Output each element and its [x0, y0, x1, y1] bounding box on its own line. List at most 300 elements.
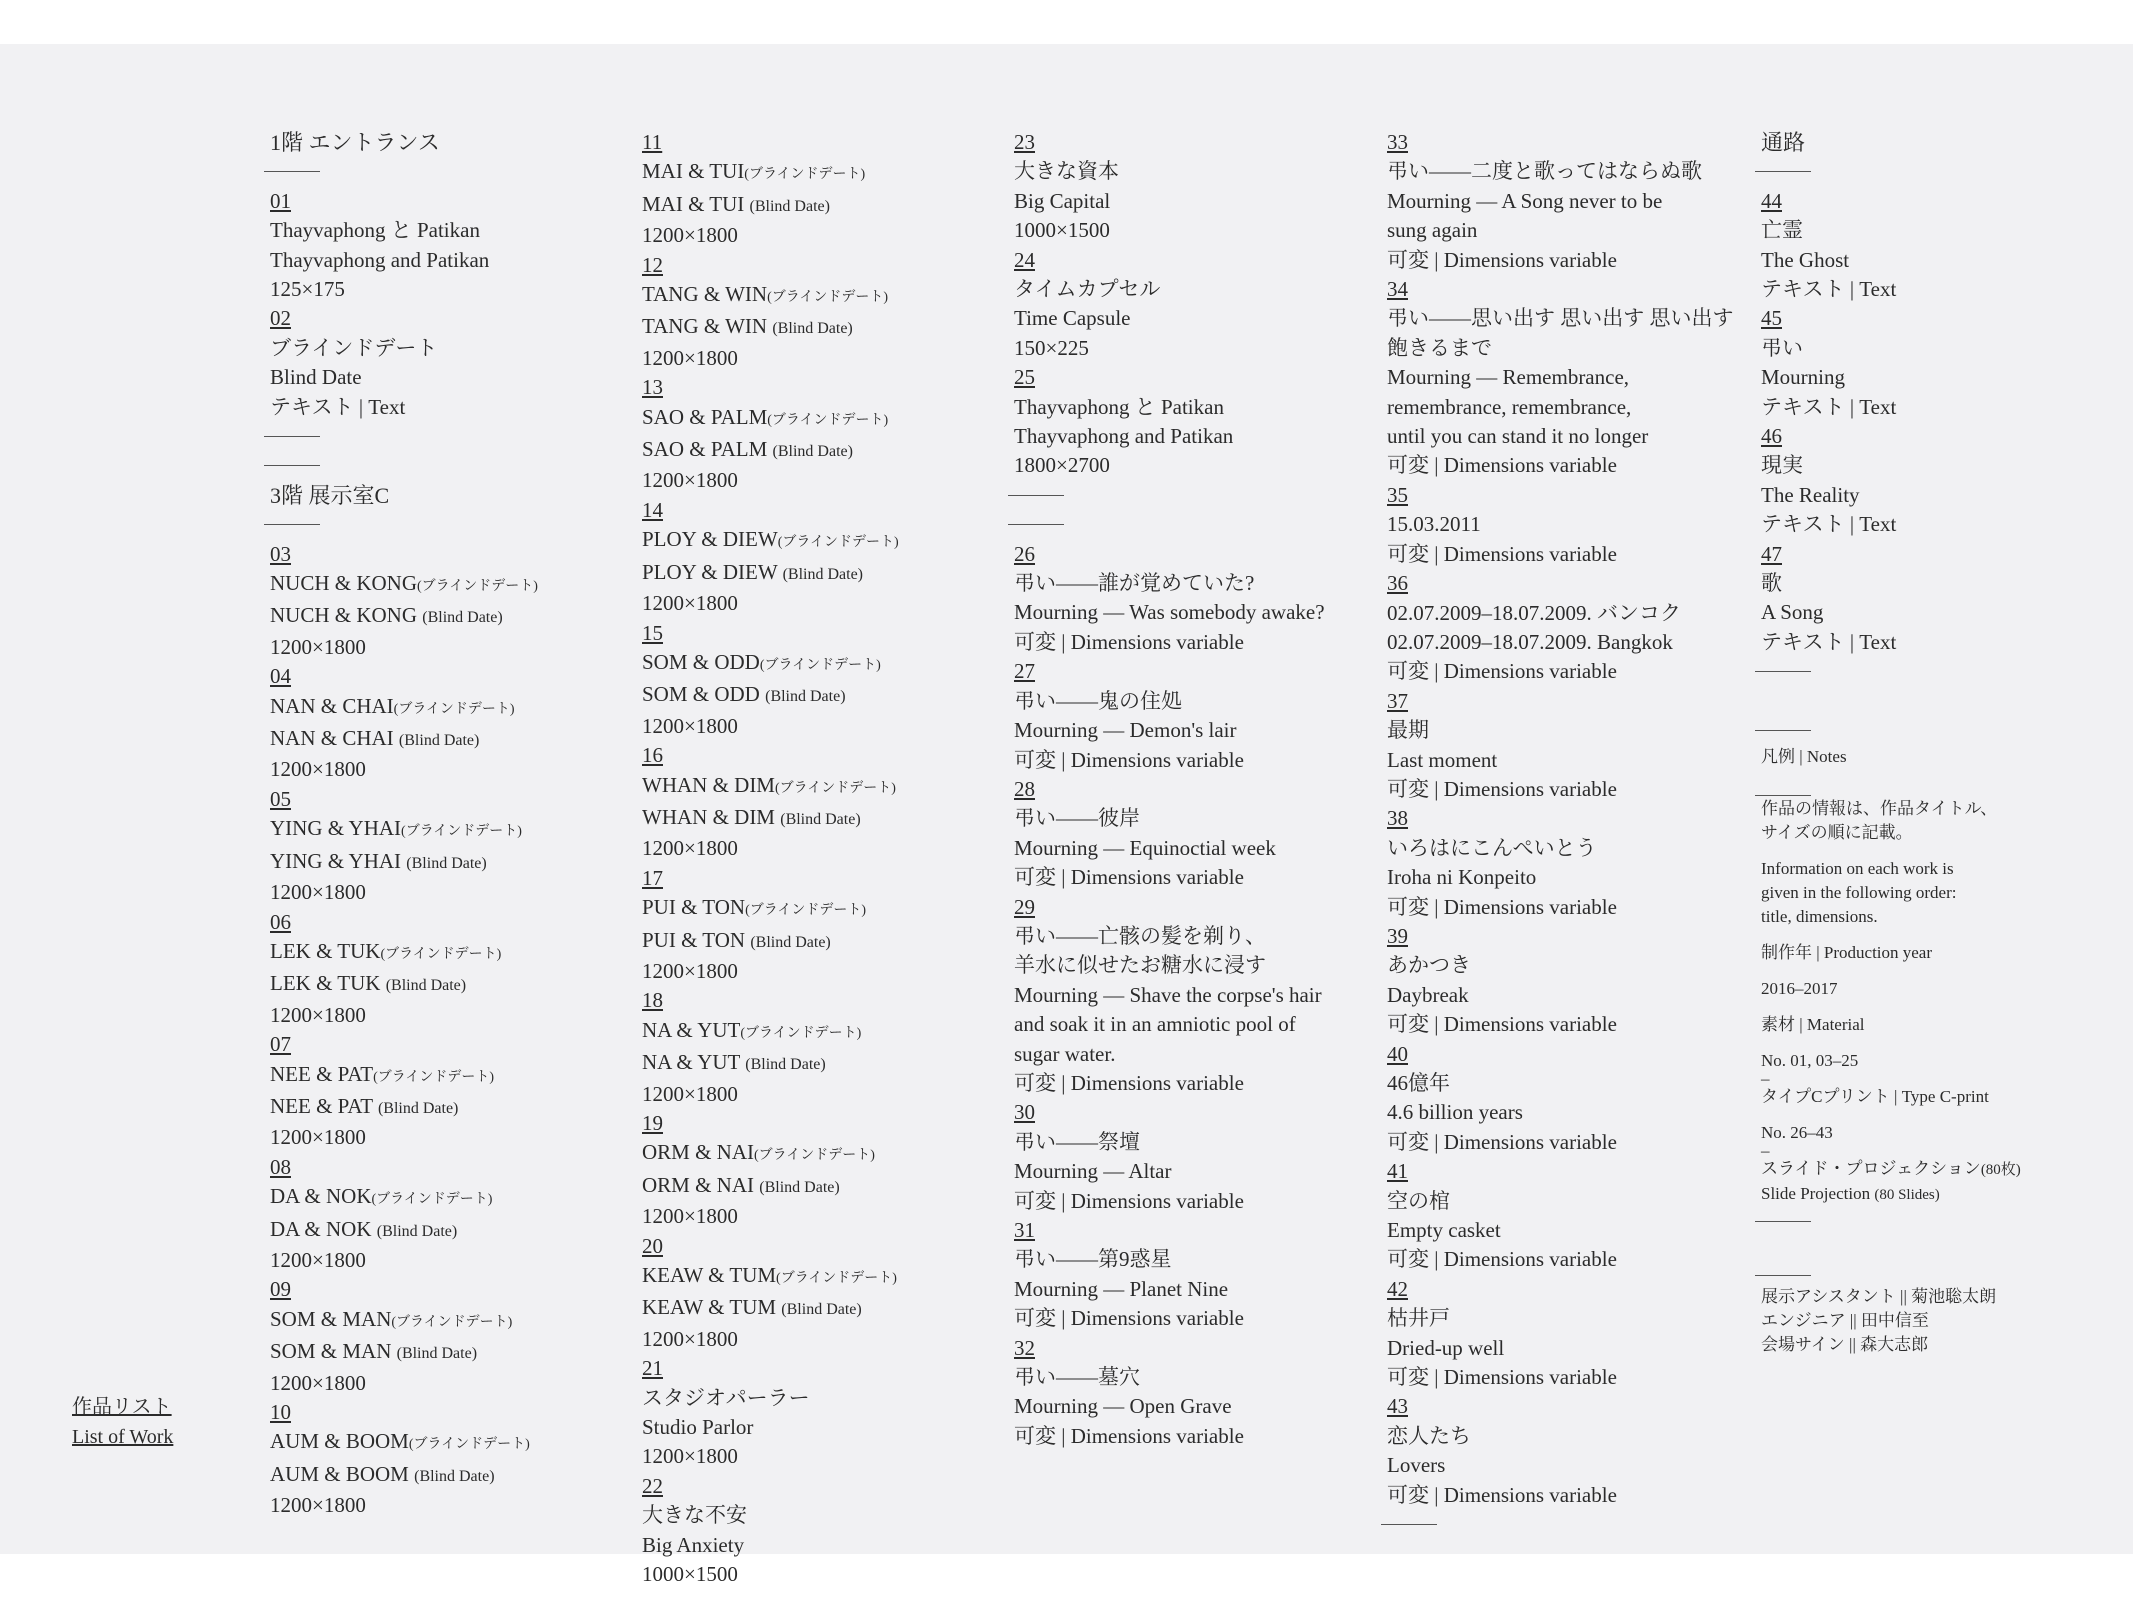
work-title-ja: タイムカプセル	[1014, 277, 1161, 302]
work-title-en: Mourning — Open Grave	[1014, 1394, 1232, 1419]
work-dimensions: 可変 | Dimensions variable	[1014, 747, 1244, 772]
text-fragment: (80枚)	[1980, 1162, 2021, 1179]
work-title-ja: 弔い――第9惑星	[1014, 1247, 1172, 1272]
work-name-en	[642, 926, 899, 957]
work-number: 28	[1014, 776, 1035, 801]
text-fragment: (ブラインドデート)	[745, 903, 866, 919]
text-fragment: (ブラインドデート)	[740, 1025, 862, 1041]
work-name-en	[642, 680, 899, 711]
work-number: 39	[1387, 923, 1408, 948]
list-title-en: List of Work	[72, 1426, 174, 1448]
work-dimensions: 可変 | Dimensions variable	[1387, 541, 1617, 566]
work-dimensions: 可変 | Dimensions variable	[1387, 453, 1617, 478]
work-size: テキスト | Text	[270, 394, 406, 419]
production-year: 2016–2017	[1761, 979, 1838, 999]
work-name-en	[642, 1293, 899, 1324]
work-name	[270, 937, 538, 969]
divider	[1761, 657, 2021, 686]
work-title-en: The Reality	[1761, 482, 1860, 507]
work-size: 1200×1800	[642, 468, 738, 493]
text-fragment: (Blind Date)	[377, 1099, 459, 1117]
work-number: 19	[642, 1111, 663, 1135]
work-size: 1200×1800	[642, 1204, 738, 1229]
work-name-en	[270, 1215, 538, 1246]
text-fragment: (ブラインドデート)	[393, 701, 515, 717]
work-title-en: Mourning — Was somebody awake?	[1014, 600, 1325, 625]
work-text: テキスト | Text	[1761, 394, 1897, 419]
work-dimensions: 可変 | Dimensions variable	[1387, 1012, 1617, 1037]
column-2	[642, 128, 899, 1590]
work-name-en	[642, 1048, 899, 1079]
work-title-ja: 現実	[1761, 453, 1803, 478]
work-name	[642, 525, 899, 557]
work-title-ja: 弔い――思い出す 思い出す 思い出す	[1387, 306, 1734, 331]
text-fragment: SOM & MAN	[270, 1339, 392, 1364]
text-fragment: (ブラインドデート)	[408, 1437, 530, 1453]
work-number: 26	[1014, 541, 1035, 566]
notes-block	[1761, 745, 2021, 1356]
work-name	[270, 814, 538, 846]
work-title-ja: 弔い――祭壇	[1014, 1129, 1140, 1154]
work-title-en: Big Anxiety	[642, 1532, 745, 1557]
work-number: 31	[1014, 1218, 1035, 1242]
work-title-en: Lovers	[1387, 1453, 1446, 1478]
text-fragment: SOM & MAN	[270, 1306, 392, 1331]
text-fragment: (ブラインドデート)	[774, 780, 896, 796]
text-fragment: (Blind Date)	[772, 443, 853, 461]
text-fragment: (Blind Date)	[781, 1301, 862, 1319]
work-number: 36	[1387, 571, 1408, 596]
work-title-ja: 弔い――鬼の住処	[1014, 688, 1182, 713]
work-number: 01	[270, 188, 291, 213]
work-dimensions: 可変 | Dimensions variable	[1387, 247, 1617, 272]
work-name	[270, 692, 538, 724]
work-number: 13	[642, 375, 663, 400]
work-name	[270, 1182, 538, 1214]
work-title-en: The Ghost	[1761, 247, 1850, 272]
work-number: 21	[642, 1356, 663, 1381]
column-5	[1761, 128, 2021, 1357]
work-number: 09	[270, 1277, 291, 1302]
column-3	[1014, 128, 1325, 1451]
section-floor1: 1階 エントランス	[270, 130, 440, 155]
work-title-en: Last moment	[1387, 747, 1498, 772]
text-fragment: ORM & NAI	[642, 1172, 755, 1197]
work-title-en: Iroha ni Konpeito	[1387, 865, 1537, 890]
work-text: テキスト | Text	[1761, 277, 1897, 302]
text-fragment: ORM & NAI	[642, 1140, 755, 1165]
section-corridor: 通路	[1761, 130, 1806, 155]
text-fragment: (ブラインドデート)	[777, 535, 899, 551]
work-name	[270, 1427, 538, 1459]
work-dimensions: 可変 | Dimensions variable	[1387, 1129, 1617, 1154]
divider	[1761, 157, 2021, 186]
text-fragment: (Blind Date)	[406, 854, 487, 872]
work-title-en: Mourning — Remembrance,	[1387, 365, 1630, 390]
work-dimensions: 可変 | Dimensions variable	[1014, 1423, 1244, 1448]
work-text: テキスト | Text	[1761, 512, 1897, 537]
work-size: 1000×1500	[1014, 218, 1110, 243]
work-size: 1200×1800	[642, 713, 738, 738]
text-fragment: NUCH & KONG	[270, 571, 417, 596]
work-name	[642, 648, 899, 680]
work-size: 1200×1800	[642, 1081, 738, 1106]
work-title-en: Studio Parlor	[642, 1415, 754, 1440]
work-title-en-3: sugar water.	[1014, 1041, 1116, 1066]
work-title-en-2: remembrance, remembrance,	[1387, 394, 1632, 419]
work-name-en	[270, 847, 538, 878]
work-size: 1200×1800	[270, 1493, 366, 1518]
work-dimensions: 可変 | Dimensions variable	[1014, 865, 1244, 890]
work-number: 07	[270, 1032, 291, 1057]
work-title-ja: 大きな資本	[1014, 159, 1119, 184]
work-list-sheet	[0, 44, 2133, 1587]
work-title-en: Empty casket	[1387, 1218, 1501, 1243]
text-fragment: SOM & ODD	[642, 682, 760, 707]
work-size: 1800×2700	[1014, 453, 1110, 478]
text-fragment: PUI & TON	[642, 895, 746, 920]
work-size: 1200×1800	[270, 1125, 366, 1150]
work-size: 125×175	[270, 277, 345, 302]
text-fragment: (Blind Date)	[772, 320, 853, 338]
work-name	[642, 157, 899, 189]
work-title-en: Daybreak	[1387, 982, 1469, 1007]
work-name	[642, 1261, 899, 1293]
work-title-ja: 弔い――彼岸	[1014, 806, 1140, 831]
work-name	[270, 569, 538, 601]
work-number: 16	[642, 743, 663, 768]
work-title-en: 02.07.2009–18.07.2009. Bangkok	[1387, 629, 1673, 654]
work-title-en: Mourning	[1761, 365, 1845, 390]
work-title-ja: 15.03.2011	[1387, 512, 1481, 537]
work-title-ja: ブラインドデート	[270, 335, 438, 360]
divider	[270, 510, 538, 539]
work-size: 1000×1500	[642, 1562, 738, 1587]
text-fragment: (Blind Date)	[414, 1467, 495, 1485]
work-dimensions: 可変 | Dimensions variable	[1014, 1070, 1244, 1095]
material-label: 素材 | Material	[1761, 1015, 1865, 1035]
work-number: 27	[1014, 659, 1035, 684]
text-fragment: PUI & TON	[642, 927, 746, 952]
work-size: 1200×1800	[642, 958, 738, 983]
text-fragment: SAO & PALM	[642, 404, 768, 429]
work-number: 15	[642, 620, 663, 645]
work-title-en: Mourning — Shave the corpse's hair	[1014, 982, 1322, 1007]
dash: –	[1761, 1069, 1770, 1089]
text-fragment: (Blind Date)	[745, 1056, 826, 1074]
work-number: 20	[642, 1233, 663, 1258]
work-size: 1200×1800	[270, 1002, 366, 1027]
notes-ja-2: サイズの順に記載。	[1761, 823, 1913, 843]
text-fragment: NA & YUT	[642, 1017, 741, 1042]
work-text: テキスト | Text	[1761, 629, 1897, 654]
work-title-ja: あかつき	[1387, 953, 1471, 978]
text-fragment: DA & NOK	[270, 1216, 372, 1241]
work-title-ja: 46億年	[1387, 1071, 1450, 1095]
work-title-ja: スタジオパーラー	[642, 1385, 810, 1410]
text-fragment: WHAN & DIM	[642, 804, 775, 829]
work-size: 1200×1800	[270, 757, 366, 782]
text-fragment: AUM & BOOM	[270, 1429, 409, 1454]
text-fragment: NEE & PAT	[270, 1093, 373, 1118]
text-fragment: (ブラインドデート)	[401, 824, 522, 840]
text-fragment: (Blind Date)	[759, 1178, 840, 1196]
work-name-en	[642, 435, 899, 466]
work-title-en: 4.6 billion years	[1387, 1100, 1523, 1125]
work-dimensions: 可変 | Dimensions variable	[1387, 894, 1617, 919]
work-title-en: Big Capital	[1014, 188, 1111, 213]
work-name	[642, 280, 899, 312]
work-size: 150×225	[1014, 335, 1089, 360]
work-name-en	[270, 724, 538, 755]
text-fragment: (ブラインドデート)	[371, 1192, 493, 1208]
work-number: 41	[1387, 1159, 1408, 1184]
text-fragment: (Blind Date)	[396, 1345, 478, 1363]
work-number: 24	[1014, 247, 1035, 272]
work-number: 22	[642, 1473, 663, 1498]
work-name	[642, 771, 899, 803]
work-size: 1200×1800	[270, 1247, 366, 1272]
work-title-ja: 恋人たち	[1387, 1423, 1471, 1448]
work-name-en	[270, 1337, 538, 1368]
text-fragment: (Blind Date)	[782, 565, 863, 583]
work-dimensions: 可変 | Dimensions variable	[1387, 1482, 1617, 1507]
work-title-en: Mourning — A Song never to be	[1387, 188, 1663, 213]
text-fragment: MAI & TUI	[642, 191, 745, 216]
work-title-ja-2: 飽きるまで	[1387, 335, 1492, 360]
text-fragment: (Blind Date)	[750, 933, 831, 951]
notes-en-2: given in the following order:	[1761, 883, 1957, 903]
work-number: 02	[270, 306, 291, 331]
text-fragment: NA & YUT	[642, 1050, 741, 1075]
work-number: 18	[642, 988, 663, 1013]
credit-signage: 会場サイン || 森大志郎	[1761, 1334, 1929, 1354]
text-fragment: (Blind Date)	[398, 732, 480, 750]
text-fragment: (80 Slides)	[1874, 1187, 1940, 1204]
text-fragment: KEAW & TUM	[642, 1295, 777, 1320]
work-title-ja: 空の棺	[1387, 1188, 1450, 1213]
work-number: 32	[1014, 1335, 1035, 1360]
text-fragment: スライド・プロジェクション	[1761, 1159, 1981, 1179]
text-fragment: (ブラインドデート)	[759, 657, 881, 673]
text-fragment: NAN & CHAI	[270, 693, 394, 718]
work-dimensions: 可変 | Dimensions variable	[1014, 629, 1244, 654]
work-name-en	[270, 601, 538, 632]
text-fragment: (Blind Date)	[749, 197, 830, 215]
work-dimensions: 可変 | Dimensions variable	[1387, 1247, 1617, 1272]
notes-en-1: Information on each work is	[1761, 859, 1954, 879]
work-number: 37	[1387, 688, 1408, 713]
divider	[270, 451, 538, 480]
work-dimensions: 可変 | Dimensions variable	[1014, 1188, 1244, 1213]
work-title-en-2: sung again	[1387, 218, 1478, 243]
text-fragment: (Blind Date)	[376, 1222, 458, 1240]
text-fragment: TANG & WIN	[642, 314, 768, 339]
text-fragment: SAO & PALM	[642, 437, 768, 462]
production-year-label: 制作年 | Production year	[1761, 943, 1933, 963]
work-number: 35	[1387, 482, 1408, 507]
work-title-en: Blind Date	[270, 365, 362, 390]
work-title-ja: 枯井戸	[1387, 1306, 1450, 1331]
work-title-ja: 弔い――誰が覚めていた?	[1014, 571, 1255, 596]
dash: –	[1761, 1141, 1770, 1161]
divider	[1387, 1510, 1734, 1539]
divider	[1014, 510, 1325, 539]
work-number: 43	[1387, 1394, 1408, 1419]
work-name-en	[270, 1460, 538, 1491]
work-number: 06	[270, 909, 291, 934]
work-title-en: Thayvaphong and Patikan	[1014, 424, 1234, 449]
text-fragment: (ブラインドデート)	[754, 1148, 875, 1164]
material-2-en	[1761, 1182, 2021, 1207]
text-fragment: SOM & ODD	[642, 649, 760, 674]
work-number: 33	[1387, 130, 1408, 154]
work-title-ja: Thayvaphong と Patikan	[270, 218, 480, 243]
text-fragment: YING & YHAI	[270, 816, 402, 841]
text-fragment: (ブラインドデート)	[373, 1069, 494, 1085]
work-number: 34	[1387, 277, 1408, 302]
work-name-en	[270, 1092, 538, 1123]
work-title-en: Mourning — Planet Nine	[1014, 1276, 1229, 1301]
work-number: 46	[1761, 424, 1782, 449]
work-title-en: Mourning — Demon's lair	[1014, 718, 1237, 743]
text-fragment: NUCH & KONG	[270, 603, 417, 628]
work-name	[642, 893, 899, 925]
work-size: 1200×1800	[270, 634, 366, 659]
text-fragment: (ブラインドデート)	[767, 412, 889, 428]
work-name-en	[270, 969, 538, 1000]
work-number: 03	[270, 541, 291, 566]
work-title-ja: いろはにこんぺいとう	[1387, 835, 1597, 860]
text-fragment: (ブラインドデート)	[744, 167, 866, 183]
work-title-ja: 最期	[1387, 718, 1429, 743]
work-number: 10	[270, 1400, 291, 1424]
work-name-en	[642, 312, 899, 343]
work-title-ja: Thayvaphong と Patikan	[1014, 394, 1224, 419]
work-name-en	[642, 803, 899, 834]
work-title-en: Time Capsule	[1014, 306, 1131, 331]
work-number: 04	[270, 664, 291, 689]
work-number: 25	[1014, 365, 1035, 390]
work-number: 40	[1387, 1041, 1408, 1066]
text-fragment: (ブラインドデート)	[380, 946, 502, 962]
work-number: 30	[1014, 1100, 1035, 1125]
work-title-ja: 弔い――墓穴	[1014, 1365, 1140, 1390]
credit-engineer: エンジニア || 田中信至	[1761, 1310, 1929, 1330]
notes-heading: 凡例 | Notes	[1761, 747, 1847, 767]
text-fragment: AUM & BOOM	[270, 1461, 409, 1486]
work-name-en	[642, 558, 899, 589]
text-fragment: (Blind Date)	[422, 609, 503, 627]
work-number: 17	[642, 865, 663, 890]
section-floor3: 3階 展示室C	[270, 482, 390, 508]
text-fragment: (ブラインドデート)	[776, 1271, 897, 1287]
work-title-en: Mourning — Altar	[1014, 1159, 1172, 1184]
work-name-en	[642, 1171, 899, 1202]
work-dimensions: 可変 | Dimensions variable	[1014, 1306, 1244, 1331]
work-name	[270, 1305, 538, 1337]
text-fragment: (ブラインドデート)	[767, 290, 888, 306]
work-number: 05	[270, 786, 291, 811]
text-fragment: LEK & TUK	[270, 938, 381, 963]
work-size: 1200×1800	[642, 1444, 738, 1469]
work-title-en-2: and soak it in an amniotic pool of	[1014, 1012, 1296, 1037]
work-title-ja: 亡霊	[1761, 218, 1803, 243]
material-range-2: No. 26–43	[1761, 1123, 1833, 1143]
divider	[1761, 781, 2021, 797]
column-1	[270, 128, 538, 1521]
text-fragment: NAN & CHAI	[270, 726, 394, 751]
work-title-ja: 弔い	[1761, 335, 1803, 360]
work-number: 47	[1761, 541, 1782, 566]
work-title-ja: 02.07.2009–18.07.2009. バンコク	[1387, 600, 1681, 625]
text-fragment: LEK & TUK	[270, 971, 381, 996]
divider	[1014, 481, 1325, 510]
material-range-1: No. 01, 03–25	[1761, 1051, 1859, 1071]
text-fragment: YING & YHAI	[270, 848, 402, 873]
text-fragment: (ブラインドデート)	[391, 1314, 513, 1330]
material-2-ja	[1761, 1157, 2021, 1182]
column-4	[1387, 128, 1734, 1539]
text-fragment: PLOY & DIEW	[642, 527, 778, 552]
work-size: 1200×1800	[642, 591, 738, 616]
text-fragment: (Blind Date)	[780, 810, 861, 828]
work-number: 45	[1761, 306, 1782, 331]
work-name	[270, 1060, 538, 1092]
work-number: 11	[642, 130, 663, 154]
text-fragment: (ブラインドデート)	[417, 579, 538, 595]
notes-ja-1: 作品の情報は、作品タイトル、	[1761, 799, 1998, 819]
text-fragment: MAI & TUI	[642, 159, 745, 184]
work-name-en	[642, 190, 899, 221]
text-fragment: NEE & PAT	[270, 1061, 374, 1086]
text-fragment: (Blind Date)	[385, 977, 467, 995]
work-title-en: Dried-up well	[1387, 1335, 1505, 1360]
work-dimensions: 可変 | Dimensions variable	[1387, 776, 1617, 801]
work-number: 42	[1387, 1276, 1408, 1301]
work-name	[642, 403, 899, 435]
text-fragment: Slide Projection	[1761, 1184, 1871, 1204]
work-title-ja-2: 羊水に似せたお糖水に浸す	[1014, 953, 1266, 978]
work-title-ja: 弔い――二度と歌ってはならぬ歌	[1387, 159, 1702, 184]
work-dimensions: 可変 | Dimensions variable	[1387, 659, 1617, 684]
work-number: 12	[642, 252, 663, 277]
work-number: 29	[1014, 894, 1035, 919]
work-title-en: A Song	[1761, 600, 1824, 625]
work-dimensions: 可変 | Dimensions variable	[1387, 1365, 1617, 1390]
text-fragment: TANG & WIN	[642, 282, 768, 307]
work-number: 08	[270, 1154, 291, 1179]
divider	[270, 422, 538, 451]
work-number: 14	[642, 497, 663, 522]
notes-en-3: title, dimensions.	[1761, 907, 1878, 927]
work-size: 1200×1800	[642, 223, 738, 248]
work-title-ja: 弔い――亡骸の髪を剃り、	[1014, 923, 1266, 948]
work-number: 38	[1387, 806, 1408, 831]
work-title-ja: 大きな不安	[642, 1503, 747, 1528]
credit-assistant: 展示アシスタント || 菊池聡太朗	[1761, 1286, 1997, 1306]
work-size: 1200×1800	[642, 836, 738, 861]
divider	[1761, 1207, 2021, 1231]
list-title-ja: 作品リスト	[72, 1396, 172, 1418]
work-number: 23	[1014, 130, 1035, 154]
work-size: 1200×1800	[270, 880, 366, 905]
work-name	[642, 1016, 899, 1048]
work-title-en-3: until you can stand it no longer	[1387, 424, 1649, 449]
divider	[270, 157, 538, 186]
material-1: タイプCプリント | Type C-print	[1761, 1087, 1989, 1107]
text-fragment: KEAW & TUM	[642, 1263, 777, 1288]
